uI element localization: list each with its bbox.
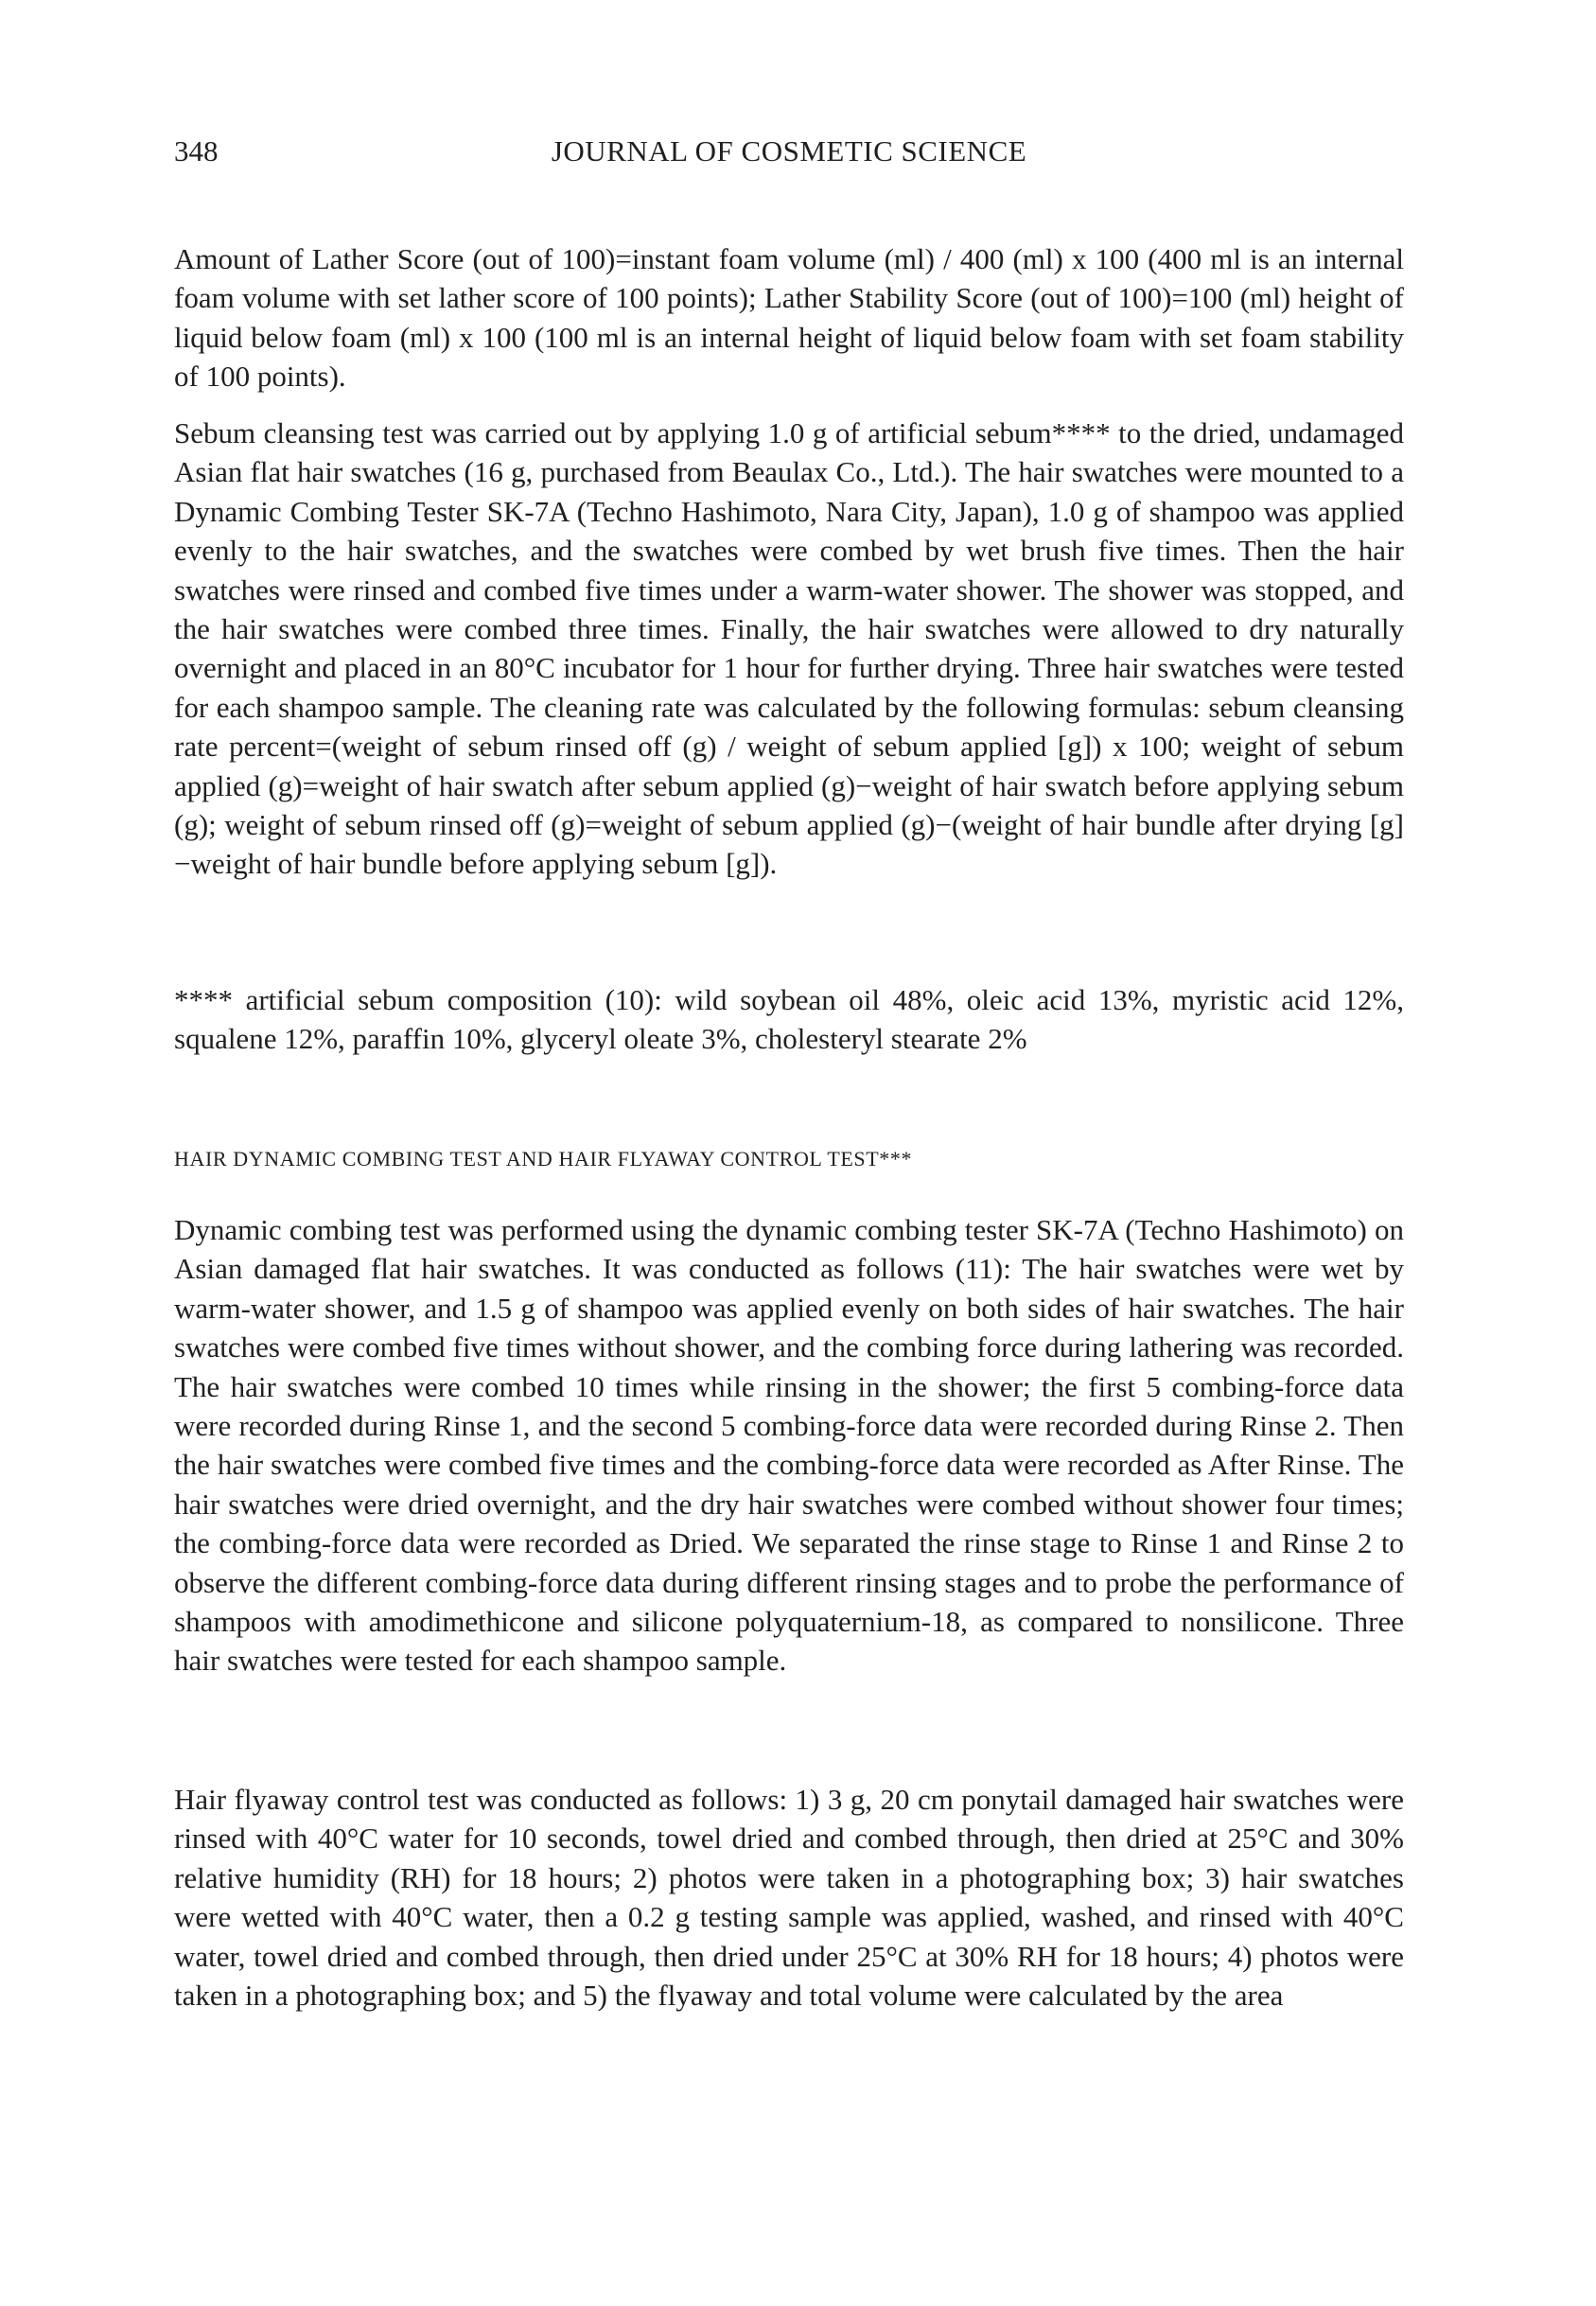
- flyaway-control-paragraph-block: [174, 1780, 1404, 2015]
- running-head: [174, 131, 1404, 172]
- lather-score-paragraph-block: [174, 239, 1404, 396]
- lather-score-paragraph: Amount of Lather Score (out of 100)=instant foam volume (ml) / 400 (ml) x 100 (400 ml is an internal foam volume with set lather score of 100 points); Lather Stability Score (out of 100)=100 (ml) height of liquid below foam (ml) x 100 (100 ml is an internal height of liquid below foam with set foam stability of 100 points).: [174, 242, 1404, 394]
- sebum-composition-note-block: [174, 980, 1404, 1059]
- sebum-composition-note: **** artificial sebum composition (10): wild soybean oil 48%, oleic acid 13%, myristic acid 12%, squalene 12%, paraffin 10%, glyceryl oleate 3%, cholesteryl stearate 2%: [174, 983, 1404, 1056]
- sebum-cleansing-paragraph-block: [174, 414, 1404, 884]
- section-heading: HAIR DYNAMIC COMBING TEST AND HAIR FLYAWAY CONTROL TEST***: [174, 1147, 913, 1171]
- page-number: 348: [174, 134, 219, 167]
- dynamic-combing-paragraph: Dynamic combing test was performed using the dynamic combing tester SK-7A (Techno Hashimoto) on Asian damaged flat hair swatches. It was conducted as follows (11): The hair swatches were wet by warm-water shower, and 1.5 g of shampoo was applied evenly on both sides of hair swatches. The hair swatches were combed five times without shower, and the combing force during lathering was recorded. The hair swatches were combed 10 times while rinsing in the shower; the first 5 combing-force data were recorded during Rinse 1, and the second 5 combing-force data were recorded during Rinse 2. Then the hair swatches were combed five times and the combing-force data were recorded as After Rinse. The hair swatches were dried overnight, and the dry hair swatches were combed without shower four times; the combing-force data were recorded as Dried. We separated the rinse stage to Rinse 1 and Rinse 2 to observe the different combing-force data during different rinsing stages and to probe the performance of shampoos with amodimethicone and silicone polyquaternium-18, as compared to nonsilicone. Three hair swatches were tested for each shampoo sample.: [174, 1213, 1404, 1678]
- dynamic-combing-paragraph-block: [174, 1210, 1404, 1681]
- journal-title: JOURNAL OF COSMETIC SCIENCE: [551, 134, 1027, 167]
- sebum-cleansing-paragraph: Sebum cleansing test was carried out by applying 1.0 g of artificial sebum**** to the dried, undamaged Asian flat hair swatches (16 g, purchased from Beaulax Co., Ltd.). The hair swatches were mounted to a Dynamic Combing Tester SK-7A (Techno Hashimoto, Nara City, Japan), 1.0 g of shampoo was applied evenly to the hair swatches, and the swatches were combed by wet brush five times. Then the hair swatches were rinsed and combed five times under a warm-water shower. The shower was stopped, and the hair swatches were combed three times. Finally, the hair swatches were allowed to dry naturally overnight and placed in an 80°C incubator for 1 hour for further drying. Three hair swatches were tested for each shampoo sample. The cleaning rate was calculated by the following formulas: sebum cleansing rate percent=(weight of sebum rinsed off (g) / weight of sebum applied [g]) x 100; weight of sebum applied (g)=weight of hair swatch after sebum applied (g)−weight of hair swatch before applying sebum (g); weight of sebum rinsed off (g)=weight of sebum applied (g)−(weight of hair bundle after drying [g]−weight of hair bundle before applying sebum [g]).: [174, 416, 1404, 881]
- flyaway-control-paragraph: Hair flyaway control test was conducted as follows: 1) 3 g, 20 cm ponytail damaged hair swatches were rinsed with 40°C water for 10 seconds, towel dried and combed through, then dried at 25°C and 30% relative humidity (RH) for 18 hours; 2) photos were taken in a photographing box; 3) hair swatches were wetted with 40°C water, then a 0.2 g testing sample was applied, washed, and rinsed with 40°C water, towel dried and combed through, then dried under 25°C at 30% RH for 18 hours; 4) photos were taken in a photographing box; and 5) the flyaway and total volume were calculated by the area: [174, 1783, 1404, 2013]
